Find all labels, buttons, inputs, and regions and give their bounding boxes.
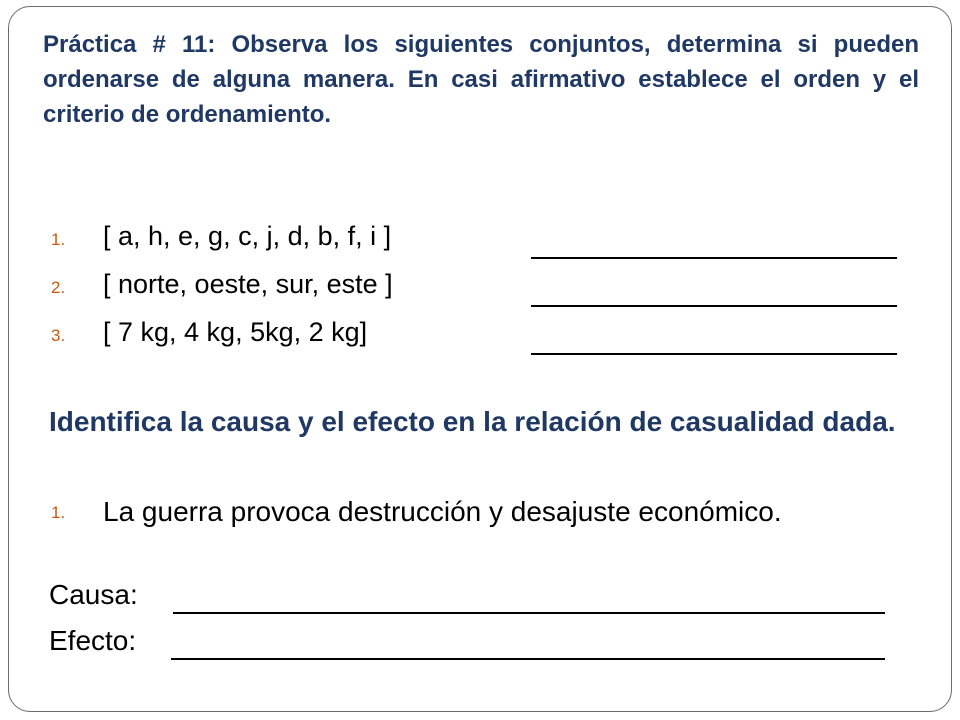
item-number: 2.: [51, 278, 66, 297]
efecto-label: Efecto:: [49, 625, 137, 656]
efecto-row: [49, 625, 889, 665]
statement-text: La guerra provoca destrucción y desajuste económico.: [103, 496, 782, 527]
list-item: [43, 317, 913, 365]
item-number: 1.: [51, 230, 66, 249]
sets-list: [43, 221, 913, 365]
item-number: 1.: [51, 503, 66, 522]
slide-frame: [8, 6, 952, 712]
list-item: [43, 221, 913, 269]
practice-heading: Práctica # 11: Observa los siguientes conjuntos, determina si pueden ordenarse de alguna manera. En casi afirmativo establece el orden y el criterio de ordenamiento.: [43, 31, 919, 128]
list-item: [43, 269, 913, 317]
answer-blank-line: [531, 257, 897, 259]
efecto-blank-line: [171, 658, 885, 660]
list-item: [43, 493, 911, 527]
item-number: 3.: [51, 326, 66, 345]
causa-label: Causa:: [49, 579, 138, 610]
causa-blank-line: [173, 612, 885, 614]
set-text: [ 7 kg, 4 kg, 5kg, 2 kg]: [103, 317, 368, 347]
set-text: [ norte, oeste, sur, este ]: [103, 269, 393, 299]
causa-row: [49, 579, 889, 619]
cause-effect-heading: Identifica la causa y el efecto en la relación de casualidad dada.: [49, 406, 896, 437]
answer-blank-line: [531, 305, 897, 307]
set-text: [ a, h, e, g, c, j, d, b, f, i ]: [103, 221, 392, 251]
answer-blank-line: [531, 353, 897, 355]
